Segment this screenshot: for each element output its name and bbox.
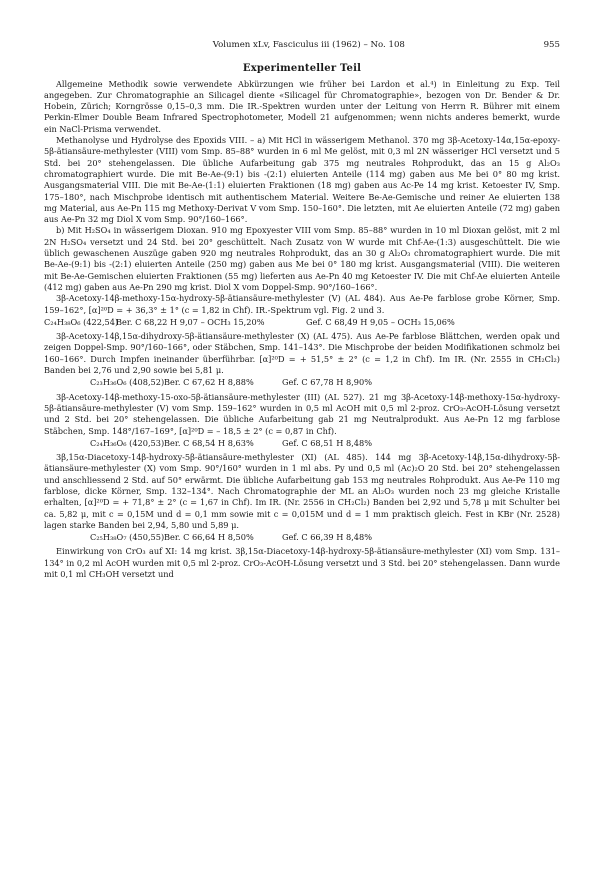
- header-journal-info: Volumen xLv, Fasciculus iii (1962) – No. 108: [212, 40, 405, 50]
- found-values: Gef. C 66,39 H 8,48%: [282, 532, 372, 543]
- paragraph-compound-iii: 3β-Acetoxy-14β-methoxy-15-oxo-5β-ätiansäure-methylester (III) (AL 527). 21 mg 3β-Acetoxy-14β-methoxy-15α-hydroxy-5β-ätiansäure-methylester (V) vom Smp. 159–162° wurden in 0,5 ml AcOH mit 0,5 ml 2-proz. CrO₃-AcOH-Lösung versetzt und 2 Std. bei 20° stehengelassen. Die übliche Aufarbeitung gab 21 mg Neutralprodukt. Aus Ae-Pn 12 mg farblose Stäbchen, Smp. 148°/167–169°, [α]²⁰D = – 18,5 ± 2° (c = 0,87 in Chf).: [44, 391, 560, 436]
- running-header: [44, 40, 560, 51]
- paragraph-hydrolysis-h2so4: b) Mit H₂SO₄ in wässerigem Dioxan. 910 mg Epoxyester VIII vom Smp. 85–88° wurden in 10 ml Dioxan gelöst, mit 2 ml 2N H₂SO₄ versetzt und 24 Std. bei 20° geschüttelt. Nach Zusatz von W wurde mit Chf-Ae-(1:3) ausgeschüttelt. Die wie üblich gewaschenen Auszüge gaben 920 mg neutrales Rohprodukt, das an 30 g Al₂O₃ chromatographiert wurde. Die mit Be-Ae-(9:1) bis -(2:1) eluierten Anteile (250 mg) gaben aus Me bei 0° 180 mg krist. Ausgangsmaterial (VIII). Die weiteren mit Be-Ae-Gemischen eluierten Fraktionen (55 mg) lieferten aus Ae-Pn 40 mg Ketoester IV. Die mit Chf-Ae eluierten Anteile (412 mg) gaben aus Ae-Pn 290 mg krist. Diol X vom Doppel-Smp. 90°/160–166°.: [44, 225, 560, 292]
- molecular-formula: C₂₄H₃₆O₆ (420,53): [90, 437, 165, 448]
- calculated-values: Ber. C 66,64 H 8,50%: [164, 532, 254, 543]
- paragraph-methanolysis-hcl: Methanolyse und Hydrolyse des Epoxids VIII. – a) Mit HCl in wässerigem Methanol. 370 mg 3β-Acetoxy-14α,15α-epoxy-5β-ätiansäure-methylester (VIII) vom Smp. 85–88° wurden in 6 ml Me gelöst, mit 0,3 ml 2N wässeriger HCl versetzt und 5 Std. bei 20° stehengelassen. Die übliche Aufarbeitung gab 375 mg neutrales Rohprodukt, das an 15 g Al₂O₃ chromatographiert wurde. Die mit Be-Ae-(9:1) bis -(2:1) eluierten Anteile (114 mg) gaben aus Me bei 0° 80 mg krist. Ausgangsmaterial VIII. Die mit Be-Ae-(1:1) eluierten Fraktionen (18 mg) gaben aus Ac-Pe 14 mg krist. Ketoester IV, Smp. 175–180°, nach Mischprobe identisch mit authentischem Material. Weitere Be-Ae-Gemische und reiner Ae eluierten 138 mg Material, aus Ae-Pn 115 mg Methoxy-Derivat V vom Smp. 150–160°. Die letzten, mit Ae eluierten Anteile (72 mg) gaben aus Ae-Pn 32 mg Diol X vom Smp. 90°/160–166°.: [44, 135, 560, 225]
- found-values: Gef. C 68,51 H 8,48%: [282, 437, 372, 448]
- page-number: 955: [543, 40, 560, 50]
- calculated-values: Ber. C 67,62 H 8,88%: [164, 377, 254, 388]
- elemental-analysis-x: [44, 377, 560, 388]
- calculated-values: Ber. C 68,22 H 9,07 – OCH₃ 15,20%: [116, 316, 265, 327]
- paragraph-general-methods: Allgemeine Methodik sowie verwendete Abkürzungen wie früher bei Lardon et al.⁴) in Einleitung zu Exp. Teil angegeben. Zur Chromatographie an Silicagel diente «Silicagel für Chromatographie», bezogen von Dr. Bender & Dr. Hobein, Zürich; Korngrösse 0,15–0,3 mm. Die IR.-Spektren wurden unter der Leitung von Herrn R. Bührer mit einem Perkin-Elmer Double Beam Infrared Spectrophotometer, Modell 21 aufgenommen; wenn nichts anderes bemerkt, wurde ein NaCl-Prisma verwendet.: [44, 78, 560, 134]
- paragraph-compound-x: 3β-Acetoxy-14β,15α-dihydroxy-5β-ätiansäure-methylester (X) (AL 475). Aus Ae-Pe farblose Blättchen, werden opak und zeigen Doppel-Smp. 90°/160–166°, oder Stäbchen, Smp. 141–143°. Die Mischprobe der beiden Modifikationen schmolz bei 160–166°. Durch Impfen ineinander überführbar. [α]²⁰D = + 51,5° ± 2° (c = 1,2 in Chf). Im IR. (Nr. 2555 in CH₂Cl₂) Banden bei 2,76 und 2,90 sowie bei 5,81 μ.: [44, 331, 560, 376]
- journal-page: [44, 40, 560, 580]
- elemental-analysis-v: [44, 317, 560, 328]
- elemental-analysis-iii: [44, 438, 560, 449]
- paragraph-cro3-on-xi: Einwirkung von CrO₃ auf XI: 14 mg krist. 3β,15α-Diacetoxy-14β-hydroxy-5β-ätiansäure-methylester (XI) vom Smp. 131–134° in 0,2 ml AcOH wurden mit 0,5 ml 2-proz. CrO₃-AcOH-Lösung versetzt und 3 Std. bei 20° stehengelassen. Dann wurde mit 0,1 ml CH₃OH versetzt und: [44, 546, 560, 580]
- molecular-formula: C₂₃H₃₆O₆ (408,52): [90, 377, 165, 388]
- found-values: Gef. C 67,78 H 8,90%: [282, 377, 372, 388]
- paragraph-compound-xi: 3β,15α-Diacetoxy-14β-hydroxy-5β-ätiansäure-methylester (XI) (AL 485). 144 mg 3β-Acetoxy-14β,15α-dihydroxy-5β-ätiansäure-methylester (X) vom Smp. 90°/160° wurden in 1 ml abs. Py und 0,5 ml (Ac)₂O 20 Std. bei 20° stehengelassen und anschliessend 2 Std. auf 50° erwärmt. Die übliche Aufarbeitung gab 153 mg neutrales Rohprodukt. Aus Ae-Pe 110 mg farblose, dicke Körner, Smp. 132–134°. Nach Chromatographie der ML an Al₂O₃ wurden noch 23 mg gleiche Kristalle erhalten, [α]²⁰D = + 71,8° ± 2° (c = 1,67 in Chf). Im IR. (Nr. 2556 in CH₂Cl₂) Banden bei 2,92 und 5,78 μ mit Schulter bei ca. 5,82 μ, mit c = 0,15M und d = 0,1 mm sowie mit c = 0,015M und d = 1 mm praktisch gleich. Fest in KBr (Nr. 2528) lagen starke Banden bei 2,94, 5,80 und 5,89 μ.: [44, 452, 560, 530]
- elemental-analysis-xi: [44, 532, 560, 543]
- found-values: Gef. C 68,49 H 9,05 – OCH₃ 15,06%: [306, 316, 455, 327]
- molecular-formula: C₂₄H₃₈O₆ (422,54): [44, 316, 119, 327]
- section-title: Experimenteller Teil: [242, 63, 362, 75]
- calculated-values: Ber. C 68,54 H 8,63%: [164, 437, 254, 448]
- molecular-formula: C₂₅H₃₈O₇ (450,55): [90, 532, 165, 543]
- paragraph-compound-v: 3β-Acetoxy-14β-methoxy-15α-hydroxy-5β-ätiansäure-methylester (V) (AL 484). Aus Ae-Pe farblose grobe Körner, Smp. 159–162°, [α]²⁰D = + 36,3° ± 1° (c = 1,82 in Chf). IR.-Spektrum vgl. Fig. 2 und 3.: [44, 293, 560, 315]
